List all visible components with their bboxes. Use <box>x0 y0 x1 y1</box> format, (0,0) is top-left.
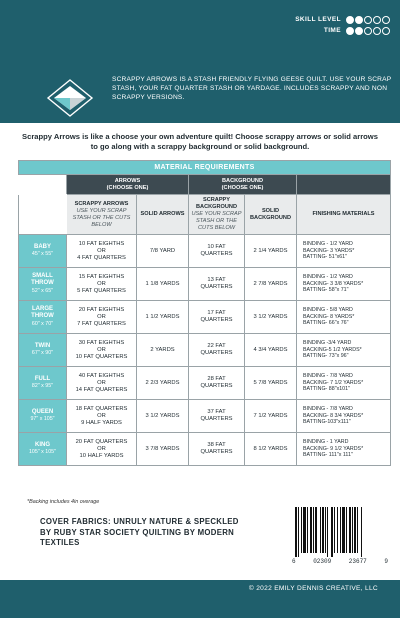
empty-dot-icon <box>373 27 381 35</box>
size-dimensions: 67" x 90" <box>31 350 54 356</box>
scrappy-arrows-cell: 20 FAT QUARTERS OR 10 HALF YARDS <box>67 433 137 466</box>
size-name: KING <box>35 441 50 448</box>
solid-arrows-cell: 1 1/8 YARDS <box>137 268 189 301</box>
size-cell <box>19 301 67 334</box>
col-scrappy-bg-note: USE YOUR SCRAP STASH OR THE CUTS BELOW <box>191 211 242 231</box>
finishing-group-header <box>297 175 391 195</box>
backing-note: *Backing includes 4in overage <box>27 499 100 505</box>
scrappy-background-cell: 10 FAT QUARTERS <box>189 235 245 268</box>
size-name: QUEEN <box>31 408 54 415</box>
barcode-last-digit: 9 <box>384 558 388 565</box>
scrappy-background-cell: 38 FAT QUARTERS <box>189 433 245 466</box>
cover-fabrics-text: COVER FABRICS: UNRULY NATURE & SPECKLED BY RUBY STAR SOCIETY QUILTING BY MODERN TEXTILES <box>40 517 239 547</box>
scrappy-background-cell: 28 FAT QUARTERS <box>189 367 245 400</box>
skill-level-dots <box>346 16 390 24</box>
barcode-first-digit: 6 <box>292 558 296 565</box>
finishing-cell <box>297 268 391 301</box>
table-row <box>19 400 391 433</box>
size-dimensions: 45" x 55" <box>31 251 54 257</box>
barcode-bar <box>331 507 333 557</box>
solid-background-cell: 4 3/4 YARDS <box>245 334 297 367</box>
solid-arrows-cell: 2 YARDS <box>137 334 189 367</box>
corner-cell <box>19 175 67 195</box>
finishing-line: BACKING- 7 1/2 YARDS* <box>303 379 364 386</box>
size-name: LARGE THROW <box>31 305 54 320</box>
size-cell <box>19 235 67 268</box>
barcode-right-group: 23677 <box>348 558 367 565</box>
barcode-bar <box>361 507 362 557</box>
barcode-bar <box>340 507 341 553</box>
barcode-bar <box>315 507 317 553</box>
barcode-bar <box>334 507 335 553</box>
filled-dot-icon <box>355 27 363 35</box>
skill-level-row <box>295 14 390 25</box>
scrappy-arrows-cell: 10 FAT EIGHTHS OR 4 FAT QUARTERS <box>67 235 137 268</box>
col-finishing-materials <box>297 195 391 235</box>
solid-arrows-cell: 3 7/8 YARDS <box>137 433 189 466</box>
finishing-line: BATTING- 58"x 71" <box>303 287 349 294</box>
finishing-line: BACKING-5 1/2 YARDS* <box>303 346 362 353</box>
size-dimensions: 105" x 105" <box>28 449 57 455</box>
barcode-bar <box>301 507 302 553</box>
size-dimensions: 60" x 70" <box>31 320 54 327</box>
barcode-bar <box>357 507 358 553</box>
solid-background-cell: 2 1/4 YARDS <box>245 235 297 268</box>
finishing-cell <box>297 400 391 433</box>
copyright-text: © 2022 EMILY DENNIS CREATIVE, LLC <box>248 585 378 592</box>
size-dimensions: 82" x 95" <box>31 383 54 389</box>
finishing-line: BINDING - 7/8 YARD <box>303 406 353 413</box>
scrappy-arrows-cell: 15 FAT EIGHTHS OR 5 FAT QUARTERS <box>67 268 137 301</box>
barcode-bar <box>303 507 306 553</box>
table-row <box>19 235 391 268</box>
finishing-line: BACKING- 3 YARDS* <box>303 247 355 254</box>
corner-cell-2 <box>19 195 67 235</box>
barcode-bar <box>307 507 308 553</box>
barcode-bar <box>325 507 326 553</box>
solid-arrows-cell: 3 1/2 YARDS <box>137 400 189 433</box>
size-cell <box>19 367 67 400</box>
material-requirements-table <box>18 160 391 466</box>
scrappy-background-cell: 13 FAT QUARTERS <box>189 268 245 301</box>
empty-dot-icon <box>364 16 372 24</box>
scrappy-background-cell: 17 FAT QUARTERS <box>189 301 245 334</box>
col-scrappy-background <box>189 195 245 235</box>
barcode-bar <box>295 507 297 557</box>
finishing-line: BINDING - 7/8 YARD <box>303 373 353 380</box>
finishing-line: BACKING- 8 YARDS* <box>303 313 355 320</box>
size-name: TWIN <box>34 342 51 349</box>
scrappy-arrows-cell: 20 FAT EIGHTHS OR 7 FAT QUARTERS <box>67 301 137 334</box>
barcode-bar <box>352 507 353 553</box>
barcode-number <box>290 558 390 565</box>
solid-background-cell: 8 1/2 YARDS <box>245 433 297 466</box>
barcode-bar <box>346 507 347 553</box>
empty-dot-icon <box>382 27 390 35</box>
finishing-cell <box>297 301 391 334</box>
empty-dot-icon <box>382 16 390 24</box>
col-solid-arrows-label: SOLID ARROWS <box>140 211 185 217</box>
scrappy-background-cell: 22 FAT QUARTERS <box>189 334 245 367</box>
size-dimensions: 52" x 65" <box>31 287 54 294</box>
size-cell <box>19 334 67 367</box>
size-cell <box>19 400 67 433</box>
col-finishing-label: FINISHING MATERIALS <box>312 211 375 217</box>
barcode-bar <box>320 507 321 553</box>
size-name: FULL <box>34 375 51 382</box>
finishing-cell <box>297 367 391 400</box>
scrappy-background-cell: 37 FAT QUARTERS <box>189 400 245 433</box>
table-row <box>19 367 391 400</box>
finishing-line: BINDING - 5/8 YARD <box>303 307 353 314</box>
finishing-cell <box>297 235 391 268</box>
table-row <box>19 433 391 466</box>
lead-paragraph: Scrappy Arrows is like a choose your own adventure quilt! Choose scrappy arrows or solid arrows to go along with a scrappy background or solid background. <box>22 132 378 151</box>
finishing-line: BINDING - 1/2 YARD <box>303 274 353 281</box>
barcode-bars <box>294 507 386 557</box>
filled-dot-icon <box>346 27 354 35</box>
skill-level-label: SKILL LEVEL <box>295 16 341 23</box>
table-body <box>19 235 391 466</box>
barcode-bar <box>337 507 338 553</box>
table-row <box>19 301 391 334</box>
time-label: TIME <box>323 27 341 34</box>
size-dimensions: 97" x 105" <box>30 416 55 422</box>
finishing-line: BATTING- 73"x 96" <box>303 353 349 360</box>
table-title: MATERIAL REQUIREMENTS <box>19 161 391 175</box>
solid-background-cell: 7 1/2 YARDS <box>245 400 297 433</box>
size-name: BABY <box>33 243 51 250</box>
solid-background-cell: 5 7/8 YARDS <box>245 367 297 400</box>
solid-arrows-cell: 1 1/2 YARDS <box>137 301 189 334</box>
arrows-group-label: ARROWS (CHOOSE ONE) <box>106 177 149 191</box>
finishing-line: BACKING- 8 3/4 YARDS* <box>303 412 364 419</box>
skill-time-indicator <box>295 14 390 36</box>
solid-background-cell: 3 1/2 YARDS <box>245 301 297 334</box>
solid-background-cell: 2 7/8 YARDS <box>245 268 297 301</box>
filled-dot-icon <box>355 16 363 24</box>
finishing-line: BINDING - 1/2 YARD <box>303 241 353 248</box>
time-dots <box>346 27 390 35</box>
empty-dot-icon <box>373 16 381 24</box>
barcode-bar <box>322 507 324 553</box>
background-group-label: BACKGROUND (CHOOSE ONE) <box>221 177 264 191</box>
col-scrappy-arrows-label: SCRAPPY ARROWS <box>74 200 129 207</box>
scrappy-arrows-cell: 18 FAT QUARTERS OR 9 HALF YARDS <box>67 400 137 433</box>
finishing-line: BINDING - 1 YARD <box>303 439 349 446</box>
table-row <box>19 334 391 367</box>
size-cell <box>19 433 67 466</box>
barcode <box>290 503 390 570</box>
finishing-line: BATTING-103"x111" <box>303 419 351 426</box>
barcode-bar <box>313 507 314 553</box>
arrow-logo-icon <box>46 78 94 118</box>
finishing-line: BATTING- 66"x 76" <box>303 320 349 327</box>
finishing-line: BATTING- 111"x 111" <box>303 452 353 459</box>
barcode-bar <box>298 507 299 557</box>
background-group-header <box>189 175 297 195</box>
solid-arrows-cell: 2 2/3 YARDS <box>137 367 189 400</box>
barcode-bar <box>354 507 356 553</box>
scrappy-arrows-cell: 30 FAT EIGHTHS OR 10 FAT QUARTERS <box>67 334 137 367</box>
table-row <box>19 268 391 301</box>
empty-dot-icon <box>364 27 372 35</box>
col-solid-arrows <box>137 195 189 235</box>
finishing-cell <box>297 433 391 466</box>
arrows-group-header <box>67 175 189 195</box>
finishing-line: BACKING- 3 3/8 YARDS* <box>303 280 364 287</box>
intro-text: SCRAPPY ARROWS IS A STASH FRIENDLY FLYING GEESE QUILT. USE YOUR SCRAP STASH, YOUR FAT QUARTER STASH OR YARDAGE. INCLUDES SCRAPPY AND NON SCRAPPY VERSIONS. <box>112 76 392 101</box>
finishing-line: BINDING -3/4 YARD <box>303 340 352 347</box>
size-cell <box>19 268 67 301</box>
scrappy-arrows-cell: 40 FAT EIGHTHS OR 14 FAT QUARTERS <box>67 367 137 400</box>
filled-dot-icon <box>346 16 354 24</box>
barcode-bar <box>342 507 345 553</box>
barcode-bar <box>327 507 328 557</box>
finishing-line: BATTING- 88"x101" <box>303 386 350 393</box>
col-solid-background <box>245 195 297 235</box>
solid-arrows-cell: 7/8 YARD <box>137 235 189 268</box>
time-row <box>295 25 390 36</box>
col-scrappy-arrows-note: USE YOUR SCRAP STASH OR THE CUTS BELOW <box>72 207 131 228</box>
col-scrappy-bg-label: SCRAPPY BACKGROUND <box>195 197 238 210</box>
barcode-bar <box>310 507 312 553</box>
finishing-line: BATTING- 51"x61" <box>303 254 347 261</box>
barcode-bar <box>349 507 351 553</box>
finishing-line: BACKING- 9 1/2 YARDS* <box>303 445 364 452</box>
col-scrappy-arrows <box>67 195 137 235</box>
barcode-left-group: 02309 <box>313 558 332 565</box>
finishing-cell <box>297 334 391 367</box>
col-solid-bg-label: SOLID BACKGROUND <box>249 207 292 221</box>
size-name: SMALL THROW <box>31 272 54 287</box>
